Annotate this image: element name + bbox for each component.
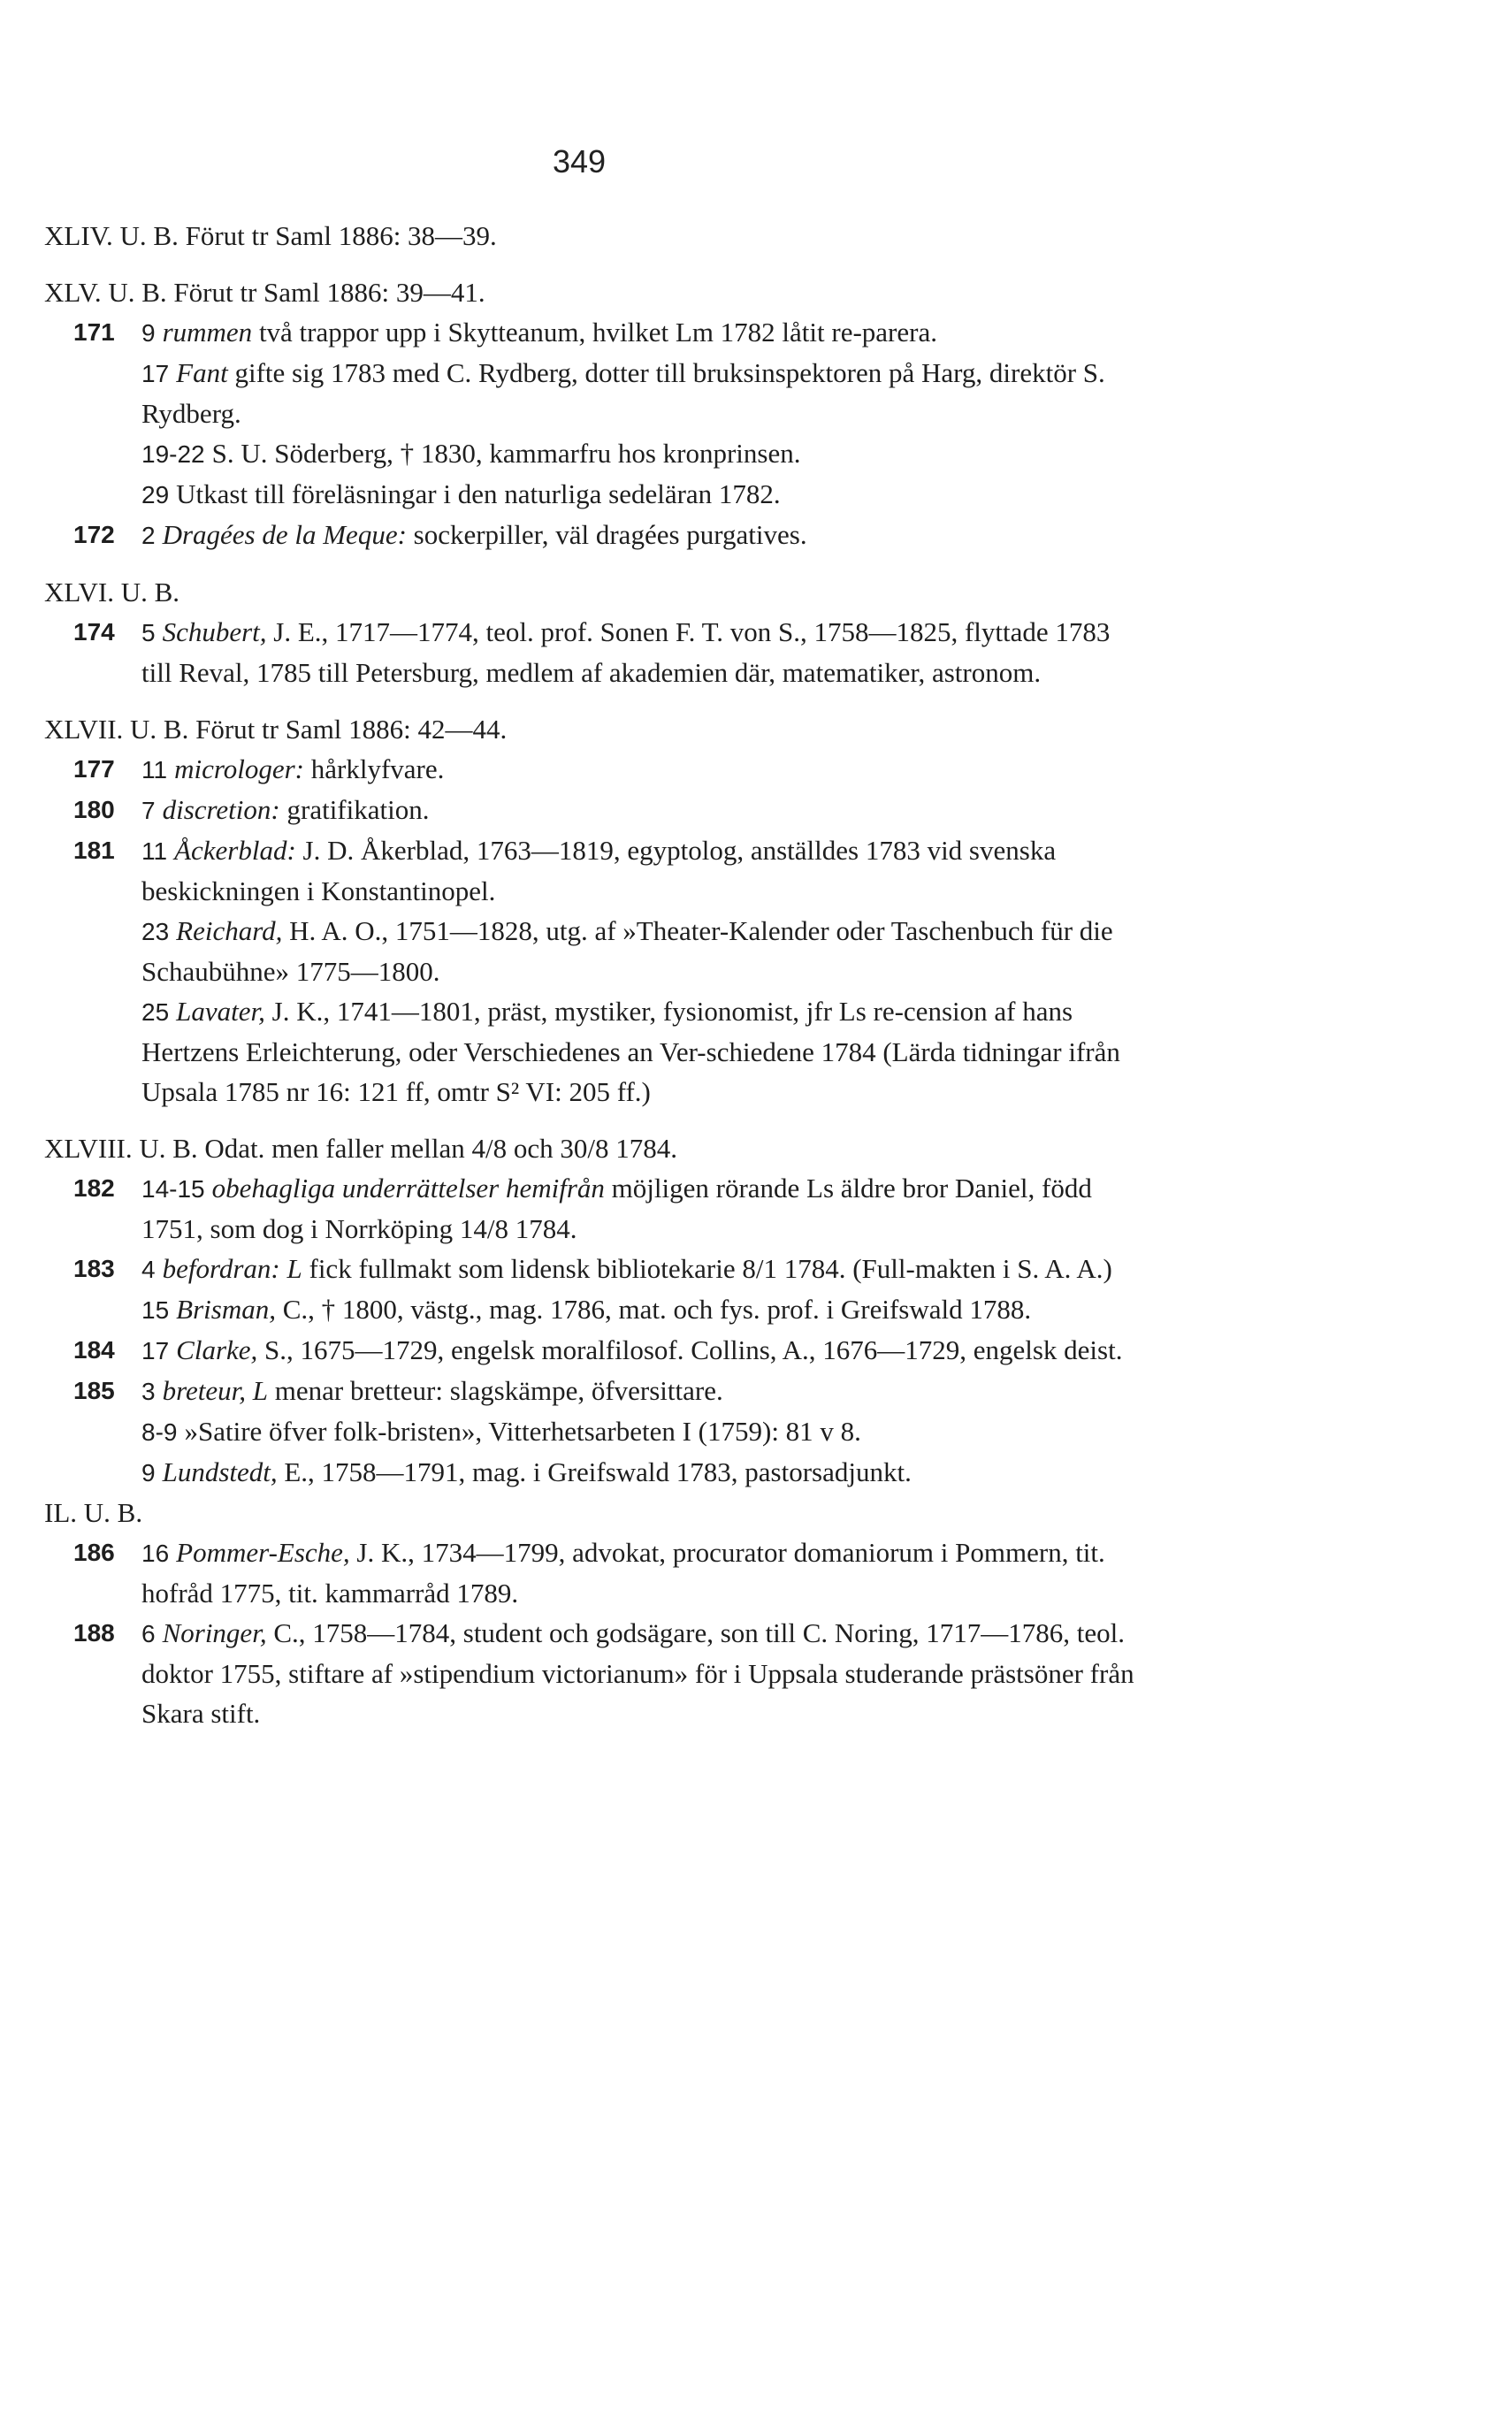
lemma: Clarke, [176,1334,258,1365]
line-reference: 29 [141,481,170,508]
line-reference: 14-15 [141,1175,205,1203]
line-reference: 19-22 [141,440,205,468]
note-entry [44,1452,1141,1493]
note-entry [44,1371,1141,1411]
line-reference: 6 [141,1620,156,1647]
note-text: C., † 1800, västg., mag. 1786, mat. och fys. prof. i Greifswald 1788. [275,1294,1032,1325]
note-entry [44,911,1141,991]
note-entry [44,830,1141,911]
note-text: sockerpiller, väl dragées purgatives. [406,519,807,550]
lemma: Åckerblad: [174,835,296,866]
page-number: 349 [552,143,607,180]
note-text: S. U. Söderberg, † 1830, kammarfru hos kronprinsen. [211,438,801,469]
line-reference: 3 [141,1378,156,1405]
note-text: »Satire öfver folk-bristen», Vitterhetsarbeten I (1759): 81 v 8. [184,1416,861,1447]
note-text: J. K., 1741—1801, präst, mystiker, fysionomist, jfr Ls re-cension af hans Hertzens Erleichterung, oder Verschiedenes an Ver-schiedene 1784 (Lärda tidningar ifrån Upsala 1785 nr 16: 121 ff, omtr S² VI: 205 ff.) [141,996,1120,1107]
lemma: Schubert, [162,616,267,647]
section-heading: IL. U. B. [44,1497,143,1528]
note-text: S., 1675—1729, engelsk moralfilosof. Collins, A., 1676—1729, engelsk deist. [257,1334,1123,1365]
section-heading: XLIV. U. B. Förut tr Saml 1886: 38—39. [44,220,497,251]
line-reference: 11 [141,837,168,865]
note-text: fick fullmakt som lidensk bibliotekarie 8/1 1784. (Full-makten i S. A. A.) [302,1253,1112,1284]
page-reference: 180 [73,796,115,823]
line-reference: 8-9 [141,1418,178,1446]
note-entry [44,433,1141,474]
line-reference: 16 [141,1540,170,1567]
lemma: breteur, L [162,1375,268,1406]
note-entry [44,353,1141,433]
page-reference: 184 [73,1336,115,1364]
note-entry [44,1532,1141,1613]
line-reference: 11 [141,756,168,783]
commentary-body [44,216,1141,1733]
lemma: Reichard, [176,915,283,946]
lemma: obehagliga underrättelser hemifrån [211,1173,605,1204]
lemma: Brisman, [176,1294,276,1325]
note-text: E., 1758—1791, mag. i Greifswald 1783, pastorsadjunkt. [277,1456,912,1487]
note-text: menar bretteur: slagskämpe, öfversittare. [268,1375,723,1406]
lemma: Pommer-Esche, [176,1537,350,1568]
section-heading: XLVIII. U. B. Odat. men faller mellan 4/8 och 30/8 1784. [44,1133,678,1164]
page-reference: 188 [73,1619,115,1647]
note-entry [44,1289,1141,1330]
line-reference: 4 [141,1256,156,1283]
note-entry [44,612,1141,692]
lemma: Lavater, [176,996,265,1027]
note-entry [44,1168,1141,1249]
note-text: hårklyfvare. [304,753,445,784]
line-reference: 5 [141,619,156,646]
line-reference: 15 [141,1296,170,1324]
section-heading: XLVI. U. B. [44,577,180,608]
line-reference: 9 [141,319,156,347]
line-reference: 2 [141,522,156,549]
note-entry [44,790,1141,830]
note-entry [44,474,1141,515]
line-reference: 17 [141,360,170,387]
note-text: J. D. Åkerblad, 1763—1819, egyptolog, anställdes 1783 vid svenska beskickningen i Konstantinopel. [141,835,1057,906]
lemma: Dragées de la Meque: [162,519,407,550]
note-text: J. E., 1717—1774, teol. prof. Sonen F. T. von S., 1758—1825, flyttade 1783 till Reval, 1785 till Petersburg, medlem af akademien där, matematiker, astronom. [141,616,1111,688]
lemma: Fant [176,357,228,388]
page-reference: 185 [73,1377,115,1404]
page-reference: 174 [73,618,115,646]
note-entry [44,312,1141,353]
lemma: microloger: [174,753,305,784]
page-reference: 171 [73,318,115,346]
page-reference: 182 [73,1174,115,1202]
note-entry [44,1613,1141,1733]
lemma: Lundstedt, [162,1456,278,1487]
note-text: H. A. O., 1751—1828, utg. af »Theater-Kalender oder Taschenbuch für die Schaubühne» 1775—1800. [141,915,1113,987]
line-reference: 9 [141,1459,156,1486]
note-entry [44,515,1141,555]
page-reference: 186 [73,1539,115,1566]
note-text: C., 1758—1784, student och godsägare, son till C. Noring, 1717—1786, teol. doktor 1755, stiftare af »stipendium victorianum» för i Uppsala studerande prästsöner från Skara stift. [141,1617,1134,1729]
note-text: gifte sig 1783 med C. Rydberg, dotter till bruksinspektoren på Harg, direktör S. Rydberg. [141,357,1105,429]
line-reference: 7 [141,797,156,824]
lemma: discretion: [162,794,280,825]
lemma: befordran: L [162,1253,302,1284]
line-reference: 23 [141,918,170,945]
section-heading: XLVII. U. B. Förut tr Saml 1886: 42—44. [44,714,508,745]
note-entry [44,749,1141,790]
note-entry [44,1249,1141,1289]
note-entry [44,1411,1141,1452]
note-text: två trappor upp i Skytteanum, hvilket Lm 1782 låtit re-parera. [252,317,937,348]
lemma: Noringer, [162,1617,267,1648]
page-reference: 183 [73,1255,115,1282]
page-reference: 181 [73,837,115,864]
line-reference: 25 [141,998,170,1026]
page-reference: 177 [73,755,115,783]
note-text: Utkast till föreläsningar i den naturliga sedeläran 1782. [176,478,781,509]
note-text: möjligen rörande Ls äldre bror Daniel, född 1751, som dog i Norrköping 14/8 1784. [141,1173,1092,1244]
section-heading: XLV. U. B. Förut tr Saml 1886: 39—41. [44,277,485,308]
note-text: gratifikation. [279,794,430,825]
note-text: J. K., 1734—1799, advokat, procurator domaniorum i Pommern, tit. hofråd 1775, tit. kammarråd 1789. [141,1537,1105,1609]
page-reference: 172 [73,521,115,548]
lemma: rummen [162,317,253,348]
line-reference: 17 [141,1337,170,1364]
note-entry [44,1330,1141,1371]
note-entry [44,991,1141,1112]
